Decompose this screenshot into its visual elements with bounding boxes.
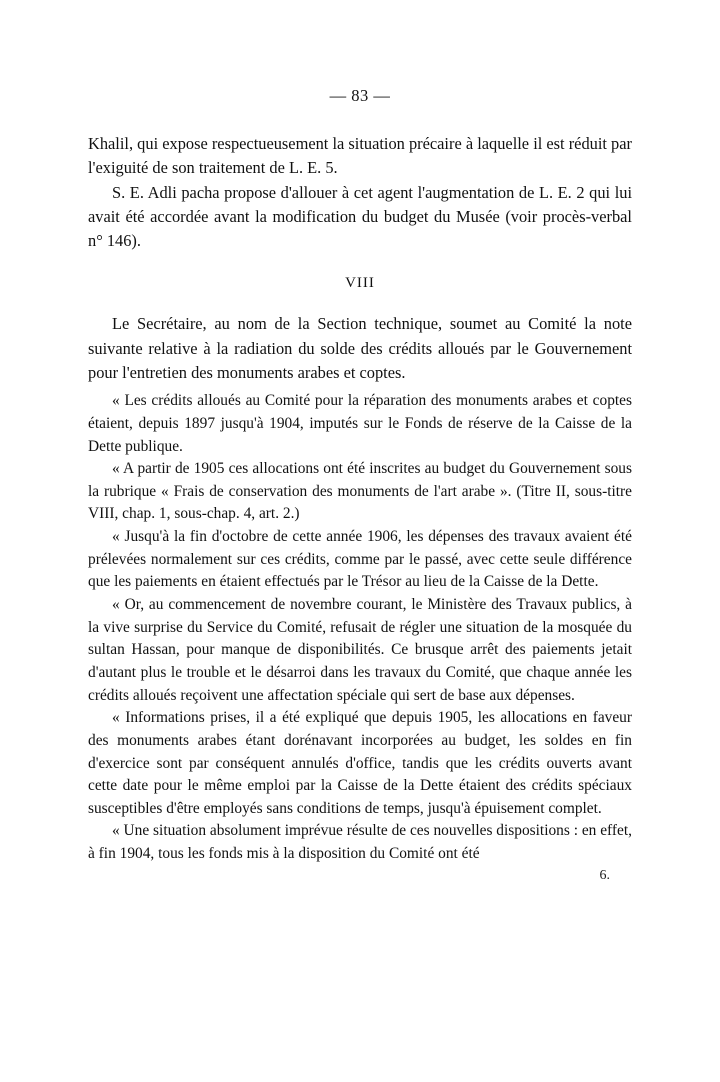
paragraph-7: « Or, au commencement de novembre courant, le Ministère des Travaux publics, à la vive surprise du Service du Comité, refusait de régler une situation de la mosquée du sultan Hassan, pour manque de disponibilités. Ce brusque arrêt des paiements jetait d'autant plus le trouble et le désarroi dans les travaux du Comité, que chaque année les crédits alloués reçoivent une affectation spéciale qui sert de base aux dépenses. xyxy=(88,596,632,704)
paragraph-5: « A partir de 1905 ces allocations ont été inscrites au budget du Gouvernement sous la rubrique « Frais de conservation des monuments de l'art arabe ». (Titre II, sous-titre VIII, chap. 1, sous-chap. 4, art. 2.) xyxy=(88,460,632,523)
paragraph-2: S. E. Adli pacha propose d'allouer à cet agent l'augmentation de L. E. 2 qui lui avait été accordée avant la modification du budget du Musée (voir procès-verbal n° 146). xyxy=(88,182,632,251)
paragraph-9: « Une situation absolument imprévue résulte de ces nouvelles dispositions : en effet, à fin 1904, tous les fonds mis à la disposition du Comité ont été xyxy=(88,822,632,863)
footer-signature-mark: 6. xyxy=(599,867,610,883)
page-folio: — 83 — xyxy=(329,86,391,105)
section-number: VIII xyxy=(345,275,375,292)
paragraph-6: « Jusqu'à la fin d'octobre de cette année 1906, les dépenses des travaux avaient été prélevées normalement sur ces crédits, comme par le passé, avec cette seule différence que les paiements en étaient effectués par le Trésor au lieu de la Caisse de la Dette. xyxy=(88,528,632,591)
paragraph-1: Khalil, qui expose respectueusement la situation précaire à laquelle il est réduit par l'exiguité de son traitement de L. E. 5. xyxy=(88,134,632,178)
paragraph-4: « Les crédits alloués au Comité pour la réparation des monuments arabes et coptes étaient, depuis 1897 jusqu'à 1904, imputés sur le Fonds de réserve de la Caisse de la Dette publique. xyxy=(88,392,632,455)
page-content xyxy=(88,86,632,884)
paragraph-3: Le Secrétaire, au nom de la Section technique, soumet au Comité la note suivante relative à la radiation du solde des crédits alloués par le Gouvernement pour l'entretien des monuments arabes et coptes. xyxy=(88,314,632,382)
paragraph-8: « Informations prises, il a été expliqué que depuis 1905, les allocations en faveur des monuments arabes étant dorénavant incorporées au budget, les soldes en fin d'exercice sont par conséquent annulés d'office, tandis que les crédits ouverts avant cette date pour le même emploi par la Caisse de la Dette étaient des crédits spéciaux susceptibles d'être employés sans conditions de temps, jusqu'à épuisement complet. xyxy=(88,709,632,817)
